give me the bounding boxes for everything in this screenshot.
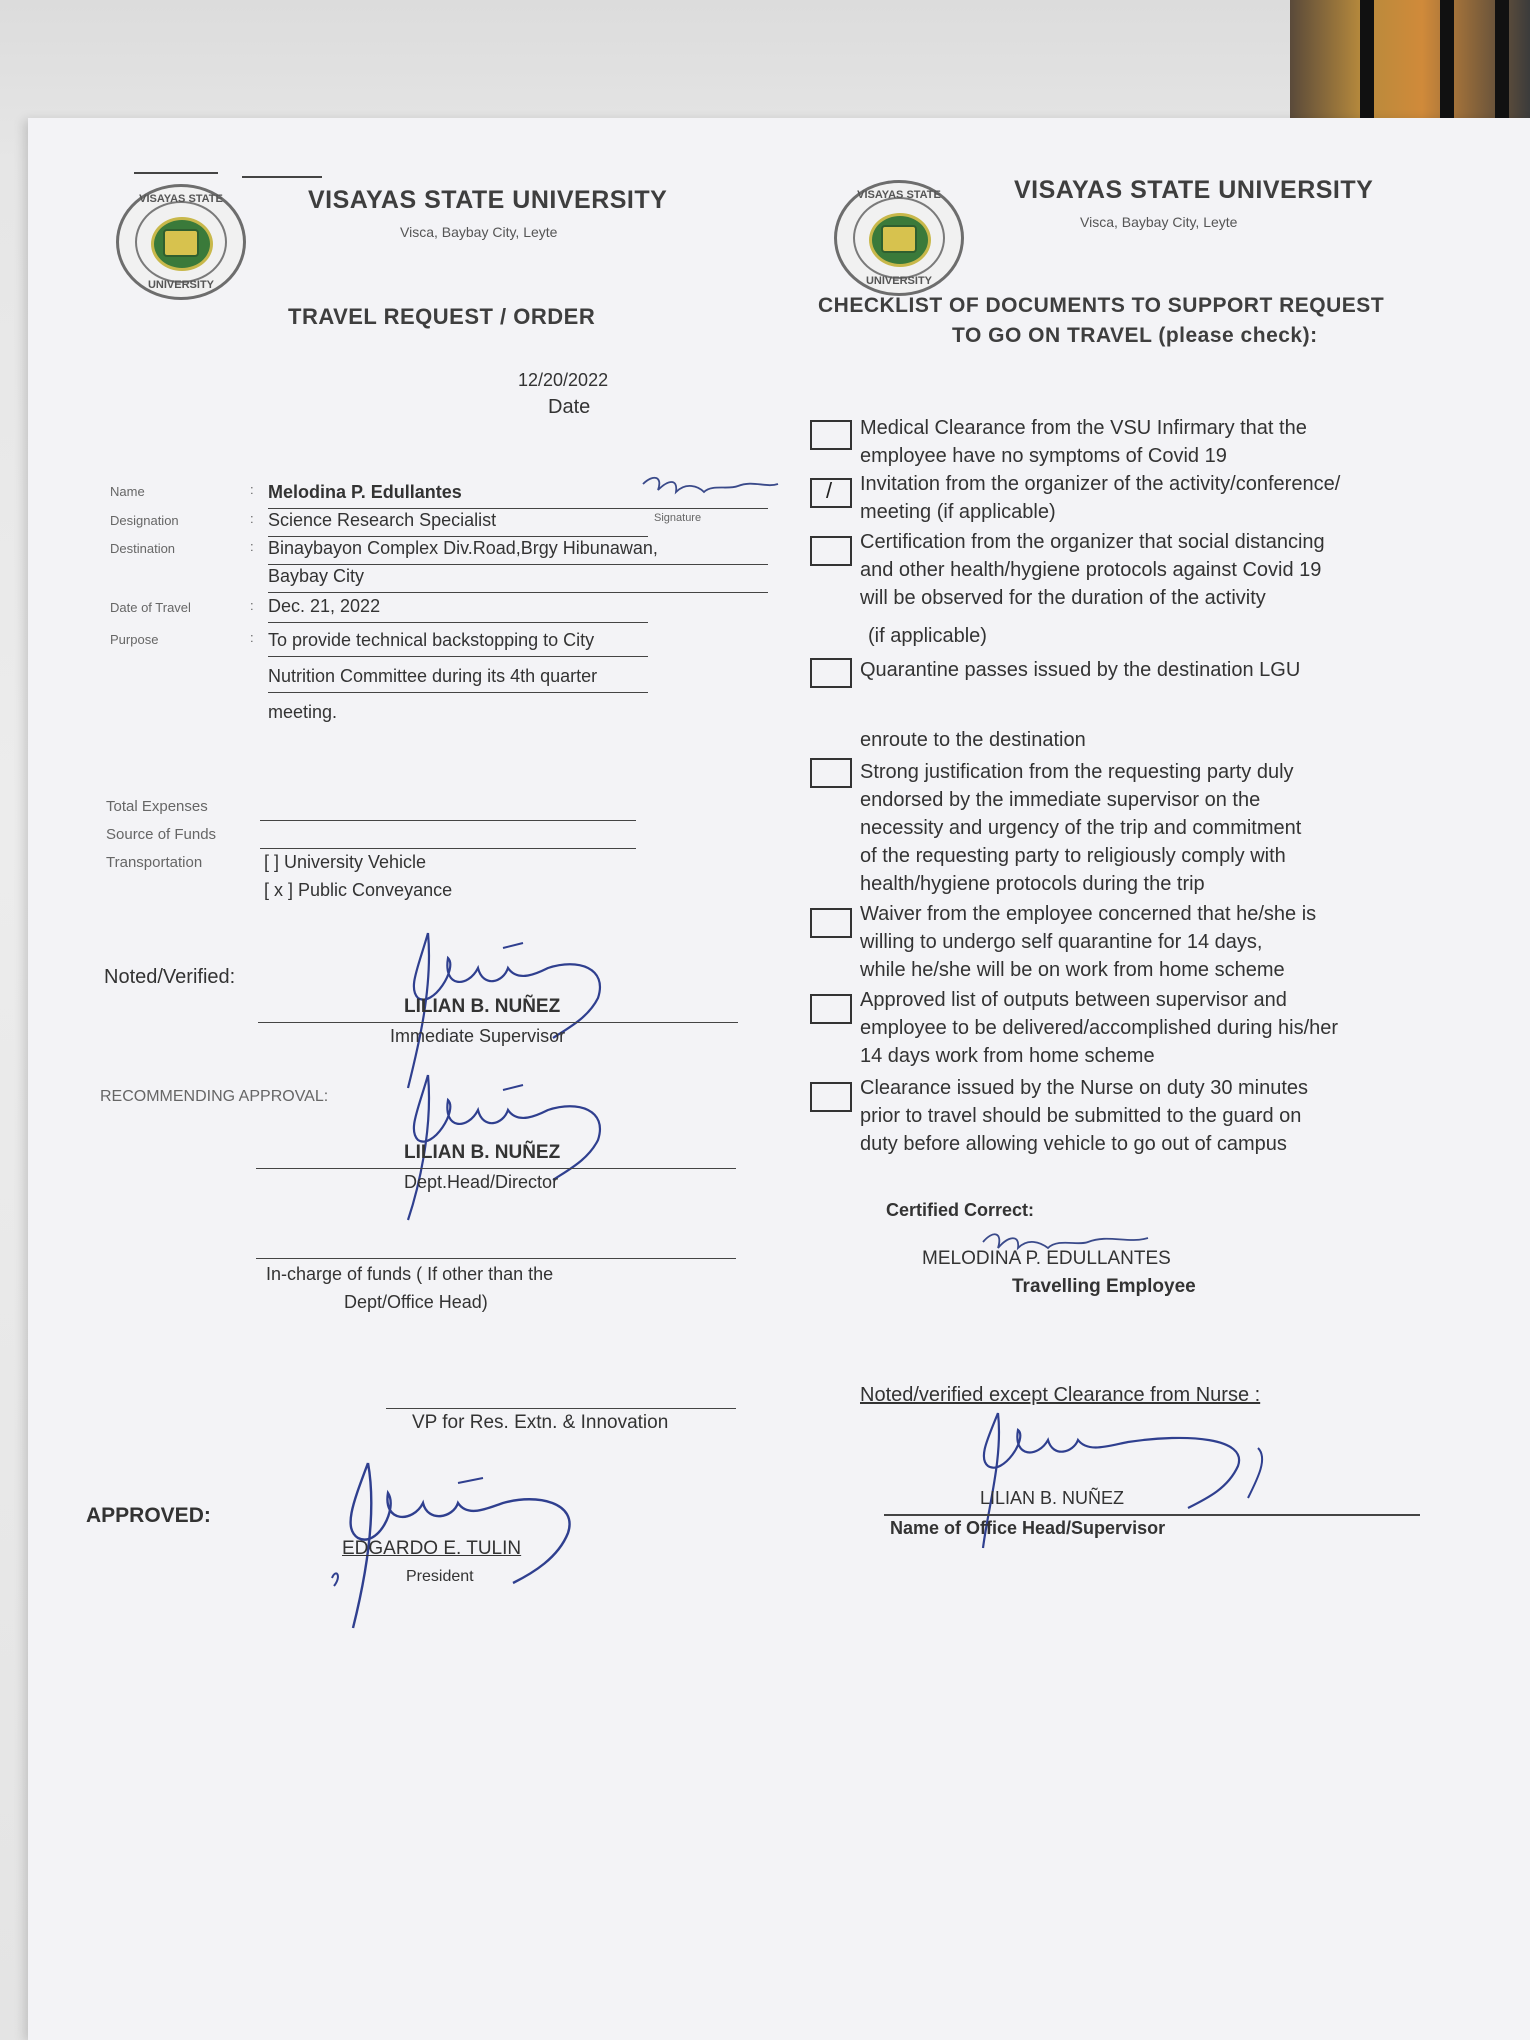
recommending-role: Dept.Head/Director	[404, 1172, 559, 1192]
item-medical-clearance: Medical Clearance from the VSU Infirmary that the	[860, 417, 1307, 439]
incharge-funds-line1: In-charge of funds ( If other than the	[266, 1264, 554, 1284]
check-mark-icon: /	[826, 478, 833, 503]
travel-date-value: Dec. 21, 2022	[268, 596, 381, 616]
date-value: 12/20/2022	[518, 370, 609, 390]
noted-verified-label: Noted/Verified:	[104, 966, 236, 988]
item-certification: Certification from the organizer that social distancing	[860, 531, 1325, 553]
checkbox-strong-justification[interactable]	[810, 758, 852, 788]
name-label: Name	[110, 484, 145, 499]
noted-role: Immediate Supervisor	[390, 1026, 566, 1046]
employee-name: MELODINA P. EDULLANTES	[922, 1248, 1171, 1269]
item-waiver: Waiver from the employee concerned that he/she is	[860, 903, 1317, 925]
university-name-right: VISAYAS STATE UNIVERSITY	[1014, 176, 1374, 204]
university-address-right: Visca, Baybay City, Leyte	[1080, 214, 1238, 230]
checkbox-medical-clearance[interactable]	[810, 420, 852, 450]
item-nurse-clearance: Clearance issued by the Nurse on duty 30 minutes	[860, 1077, 1309, 1099]
transportation-label: Transportation	[106, 854, 203, 871]
checkbox-approved-outputs[interactable]	[810, 994, 852, 1024]
date-label: Date	[548, 396, 591, 418]
checkbox-waiver[interactable]	[810, 908, 852, 938]
signature-label: Signature	[654, 512, 702, 524]
office-head-name: LILIAN B. NUÑEZ	[980, 1488, 1125, 1508]
transport-university-vehicle: [ ] University Vehicle	[264, 852, 427, 872]
form-title: TRAVEL REQUEST / ORDER	[288, 304, 596, 329]
approved-label: APPROVED:	[86, 1504, 211, 1527]
checkbox-quarantine-passes[interactable]	[810, 658, 852, 688]
total-expenses-label: Total Expenses	[106, 798, 208, 815]
destination-line2: Baybay City	[268, 566, 365, 586]
noted-name: LILIAN B. NUÑEZ	[404, 996, 561, 1017]
employee-role: Travelling Employee	[1012, 1276, 1196, 1297]
university-name: VISAYAS STATE UNIVERSITY	[308, 186, 668, 214]
travel-request-form: VISAYAS STATE UNIVERSITY VISAYAS STATE UNIVERSITY Visca, Baybay City, Leyte TRAVEL REQUEST / ORDER 12/20/2022 Date Name : Melodina P. Edullantes Signature Designation : Science Research Specialist Destination : Binaybayon Complex Div.Road,Brgy Hibunawan, Baybay City Date of Travel : Dec. 21, 2022 Purpose : To provide technical backstopping to City Nutrition Committee during its 4th quarter meeting. Total Expenses Source of Funds Transportation [ ] University Vehicle [ x ] Public Conveyance Noted/Verified: LILIAN B. NUÑEZ Immediate Supervisor RECOMMENDING APPROVAL: LILIAN B. NUÑEZ Dept.Head/Director In-charge of funds ( If other than the Dept/Office Head) VP for Res. Extn. & Innovation APPROVED: EDGARDO E. TULIN President VISAYAS STATE UNIVERSITY VISAYAS STATE UNIVERSITY Visca, Baybay City, Leyte CHECKLIST OF DOCUMENTS TO SUPPORT REQUEST TO GO ON TRAVEL (please check): Medical Clearance from the VSU Infirmary that the employee have no symptoms of Covid 19 / Invitation from the organizer of the activity/conference/ meeting (if applicable) Certification from the organizer that social distancing and other health/hygiene protocols against Covid 19 will be observed for the duration of the activity (if applicable) Quarantine passes issued by the destination LGU enroute to the destination Strong justification from the requesting party duly endorsed by the immediate supervisor on the necessity and urgency of the trip and commitment of the requesting party to religiously comply with health/hygiene protocols during the trip Waiver from the employee concerned that he/she is willing to undergo self quarantine for 14 days, while he/she will be on work from home scheme Approved list of outputs between supervisor and employee to be delivered/accomplished during his/her 14 days work from home scheme Clearance issued by the Nurse on duty 30 minutes prior to travel should be submitted to the guard on duty before allowing vehicle to go out of campus Certified Correct: MELODINA P. EDULLANTES Travelling Employee Noted/verified except Clearance from Nurse : LILIAN B. NUÑEZ Name of Office Head/Supervisor	[28, 118, 1530, 2040]
item-invitation: Invitation from the organizer of the activity/conference/	[860, 473, 1341, 495]
employee-signature-icon	[638, 470, 788, 510]
checkbox-nurse-clearance[interactable]	[810, 1082, 852, 1112]
university-seal-icon: VISAYAS STATE UNIVERSITY	[116, 184, 246, 300]
item-quarantine-passes: Quarantine passes issued by the destination LGU	[860, 659, 1301, 681]
university-seal-icon-right: VISAYAS STATE UNIVERSITY	[834, 180, 964, 296]
destination-label: Destination	[110, 541, 176, 556]
destination-line1: Binaybayon Complex Div.Road,Brgy Hibunawan,	[268, 538, 658, 558]
university-address: Visca, Baybay City, Leyte	[400, 224, 558, 240]
checklist-title-line2: TO GO ON TRAVEL (please check):	[952, 324, 1318, 347]
checkbox-invitation[interactable]	[810, 478, 852, 508]
vp-label: VP for Res. Extn. & Innovation	[412, 1412, 669, 1433]
purpose-line2: Nutrition Committee during its 4th quarter	[268, 666, 598, 686]
recommending-approval-label: RECOMMENDING APPROVAL:	[100, 1088, 329, 1105]
noted-except-label: Noted/verified except Clearance from Nurse :	[860, 1384, 1261, 1406]
checkbox-certification[interactable]	[810, 536, 852, 566]
purpose-line3: meeting.	[268, 702, 338, 722]
designation-value: Science Research Specialist	[268, 510, 497, 530]
designation-label: Designation	[110, 513, 179, 528]
photo-background-corner	[1290, 0, 1530, 120]
incharge-funds-line2: Dept/Office Head)	[344, 1292, 488, 1312]
president-name: EDGARDO E. TULIN	[342, 1538, 522, 1559]
office-head-role: Name of Office Head/Supervisor	[890, 1518, 1166, 1538]
recommending-name: LILIAN B. NUÑEZ	[404, 1142, 561, 1163]
checklist-title-line1: CHECKLIST OF DOCUMENTS TO SUPPORT REQUEST	[818, 294, 1385, 317]
president-role: President	[406, 1568, 474, 1585]
purpose-line1: To provide technical backstopping to City	[268, 630, 595, 650]
purpose-label: Purpose	[110, 632, 159, 647]
certified-correct-label: Certified Correct:	[886, 1200, 1035, 1220]
item-strong-justification: Strong justification from the requesting party duly	[860, 761, 1294, 783]
travel-date-label: Date of Travel	[110, 600, 191, 615]
source-funds-label: Source of Funds	[106, 826, 217, 843]
name-value: Melodina P. Edullantes	[268, 482, 462, 502]
item-approved-outputs: Approved list of outputs between supervisor and	[860, 989, 1287, 1011]
transport-public-conveyance: [ x ] Public Conveyance	[264, 880, 453, 900]
